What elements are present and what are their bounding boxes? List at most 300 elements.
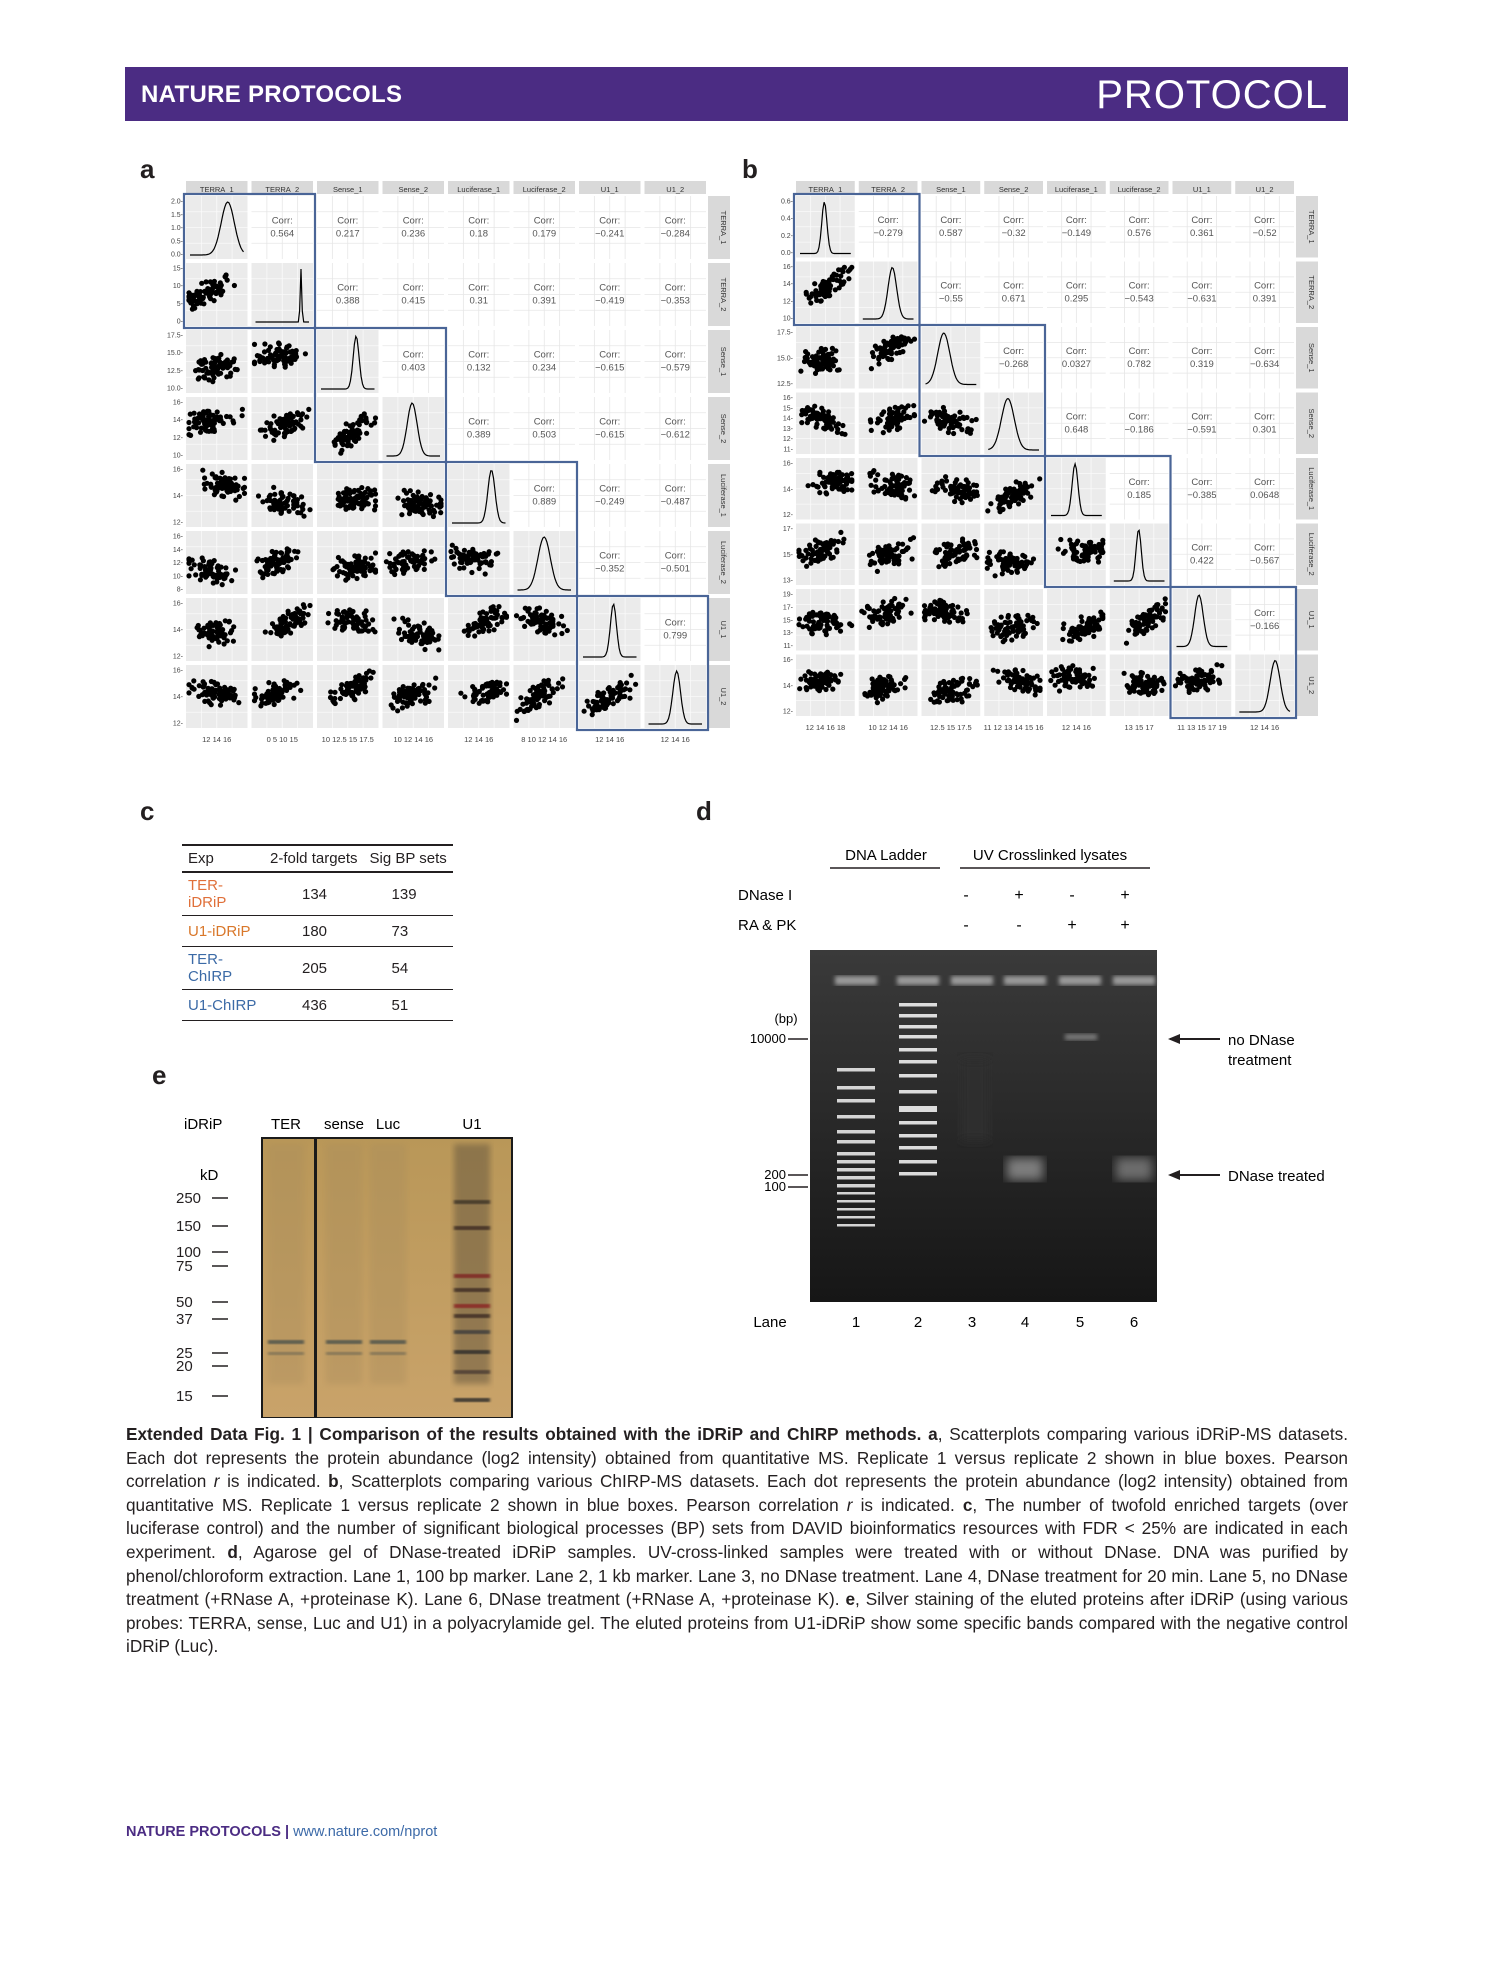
caption-label-d: d <box>227 1541 238 1562</box>
scatter-point <box>253 695 258 700</box>
scatter-point <box>256 493 261 498</box>
scatter-point <box>945 615 950 620</box>
lane-number: 2 <box>913 1314 923 1331</box>
panel-label-c: c <box>140 796 155 826</box>
scatter-point <box>950 689 955 694</box>
corr-label: Corr: <box>1254 411 1276 423</box>
scatter-point <box>877 689 882 694</box>
scatter-point <box>823 687 828 692</box>
scatter-point <box>263 629 268 634</box>
scatter-point <box>1099 550 1104 555</box>
corr-value: 0.132 <box>466 362 491 374</box>
scatter-point <box>899 334 904 339</box>
scatter-point <box>897 350 902 355</box>
scatter-point <box>815 539 820 544</box>
corr-value: −0.543 <box>1124 293 1154 305</box>
scatter-point <box>263 434 268 439</box>
scatter-point <box>1011 492 1016 497</box>
scatter-point <box>201 301 206 306</box>
scatter-point <box>432 510 437 515</box>
scatter-point <box>821 279 826 284</box>
density-panel <box>1047 458 1106 520</box>
scatter-point <box>218 703 223 708</box>
scatter-point <box>1071 629 1076 634</box>
corr-value: −0.591 <box>1187 424 1217 436</box>
scatter-point <box>227 619 232 624</box>
scatter-point <box>617 683 622 688</box>
scatter-point <box>359 414 364 419</box>
y-tick-label: 0.2- <box>780 232 793 240</box>
scatter-point <box>1124 641 1129 646</box>
caption-label-a: a <box>928 1424 938 1444</box>
table-row <box>182 990 453 1021</box>
scatter-point <box>486 552 491 557</box>
ladder-band-1kb <box>899 1074 937 1078</box>
dnase-sign: + <box>1014 887 1024 904</box>
scatter-point <box>406 549 411 554</box>
corr-panel <box>514 196 576 259</box>
scatter-point <box>279 633 284 638</box>
strip-label: U1_2 <box>1307 676 1316 695</box>
scatter-point <box>338 503 343 508</box>
scatter-point <box>270 621 275 626</box>
corr-panel <box>1110 458 1169 520</box>
scatter-panel <box>252 531 314 594</box>
scatter-point <box>1145 674 1150 679</box>
y-tick-label: 15- <box>782 551 793 559</box>
corr-value: −0.186 <box>1124 424 1154 436</box>
scatter-point <box>627 687 632 692</box>
scatter-point <box>288 429 293 434</box>
scatter-point <box>294 555 299 560</box>
scatter-point <box>340 690 345 695</box>
scatter-point <box>967 681 972 686</box>
scatter-point <box>1159 688 1164 693</box>
corr-value: 0.576 <box>1127 227 1152 239</box>
corr-panel <box>514 263 576 326</box>
scatter-point <box>875 569 880 574</box>
scatter-point <box>881 409 886 414</box>
scatter-panel <box>317 464 379 527</box>
scatter-point <box>370 627 375 632</box>
corr-label: Corr: <box>877 214 899 226</box>
scatter-point <box>202 690 207 695</box>
scatter-point <box>876 361 881 366</box>
corr-label: Corr: <box>1254 345 1276 357</box>
scatter-point <box>268 427 273 432</box>
scatter-point <box>878 345 883 350</box>
scatter-point <box>399 637 404 642</box>
scatter-point <box>191 678 196 683</box>
scatter-point <box>1024 673 1029 678</box>
corr-label: Corr: <box>337 215 359 227</box>
scatter-point <box>1136 677 1141 682</box>
scatter-point <box>894 546 899 551</box>
y-tick-label: 16- <box>172 600 183 608</box>
scatter-point <box>268 556 273 561</box>
scatter-point <box>294 354 299 359</box>
scatter-point <box>479 560 484 565</box>
scatter-point <box>947 555 952 560</box>
corr-label: Corr: <box>599 349 621 361</box>
scatter-point <box>359 506 364 511</box>
scatter-point <box>389 702 394 707</box>
y-tick-label: 8- <box>176 586 183 594</box>
scatter-point <box>404 491 409 496</box>
strip-label: U1_2 <box>719 687 728 706</box>
caption-title: Extended Data Fig. 1 | Comparison of the results obtained with the iDRiP and ChIRP methods. <box>126 1424 922 1444</box>
caption-text-e: , Silver staining of the eluted proteins after iDRiP (using various probes: TERRA, sense, Luc and U1) in a polyacrylamide gel. The eluted proteins from U1-iDRiP show some specific bands compared with the negative control iDRiP (Luc). <box>126 1589 1348 1657</box>
scatter-point <box>804 615 809 620</box>
scatter-matrix-b <box>760 180 1320 736</box>
scatter-point <box>1202 672 1207 677</box>
strip-label: Sense_2 <box>998 185 1029 194</box>
scatter-point <box>434 503 439 508</box>
scatter-panel <box>317 397 379 460</box>
scatter-point <box>277 416 282 421</box>
scatter-point <box>384 559 389 564</box>
x-tick-label: 10 12.5 15 17.5 <box>321 735 374 744</box>
scatter-point <box>480 554 485 559</box>
x-tick-label: 11 13 15 17 19 <box>1177 723 1227 732</box>
scatter-point <box>462 694 467 699</box>
scatter-point <box>1064 676 1069 681</box>
scatter-point <box>560 676 565 681</box>
scatter-point <box>373 415 378 420</box>
scatter-point <box>427 639 432 644</box>
scatter-point <box>462 548 467 553</box>
scatter-point <box>266 699 271 704</box>
scatter-point <box>364 431 369 436</box>
scatter-panel <box>859 327 918 389</box>
scatter-panel <box>796 262 855 324</box>
scatter-point <box>242 476 247 481</box>
scatter-point <box>237 494 242 499</box>
y-tick-label: 12- <box>782 298 793 306</box>
scatter-point <box>387 565 392 570</box>
scatter-point <box>339 682 344 687</box>
scatter-point <box>215 409 220 414</box>
corr-panel <box>1235 589 1294 651</box>
scatter-point <box>869 428 874 433</box>
scatter-panel <box>317 531 379 594</box>
scatter-point <box>470 626 475 631</box>
scatter-point <box>301 502 306 507</box>
lane-number: 1 <box>851 1314 861 1331</box>
corr-value: −0.55 <box>938 293 963 305</box>
density-panel <box>645 665 707 728</box>
corr-value: −0.52 <box>1252 227 1277 239</box>
scatter-panel <box>984 655 1043 717</box>
x-tick-label: 12 14 16 <box>1250 723 1280 732</box>
scatter-point <box>300 615 305 620</box>
protein-band <box>454 1288 490 1292</box>
corr-label: Corr: <box>599 550 621 562</box>
scatter-panel <box>186 330 248 393</box>
scatter-point <box>337 620 342 625</box>
corr-label: Corr: <box>1128 476 1150 488</box>
scatter-point <box>817 688 822 693</box>
corr-panel <box>317 196 379 259</box>
scatter-point <box>357 685 362 690</box>
scatter-point <box>869 366 874 371</box>
scatter-point <box>343 493 348 498</box>
y-tick-label: 17- <box>782 526 793 533</box>
corr-value: 0.0327 <box>1061 358 1091 370</box>
scatter-panel <box>1110 589 1169 651</box>
scatter-point <box>1160 605 1165 610</box>
ladder-band-1kb <box>899 1106 937 1112</box>
scatter-point <box>216 363 221 368</box>
scatter-point <box>208 620 213 625</box>
scatter-point <box>207 295 212 300</box>
scatter-point <box>263 428 268 433</box>
scatter-point <box>412 694 417 699</box>
scatter-point <box>339 448 344 453</box>
scatter-point <box>1122 671 1127 676</box>
scatter-point <box>201 626 206 631</box>
scatter-point <box>366 629 371 634</box>
scatter-point <box>1154 604 1159 609</box>
scatter-point <box>354 615 359 620</box>
scatter-point <box>452 561 457 566</box>
scatter-panel <box>796 327 855 389</box>
scatter-point <box>200 468 205 473</box>
scatter-point <box>483 571 488 576</box>
scatter-point <box>1015 628 1020 633</box>
dnase-sign: + <box>1120 887 1130 904</box>
scatter-point <box>408 686 413 691</box>
scatter-point <box>932 611 937 616</box>
scatter-point <box>402 619 407 624</box>
scatter-point <box>422 647 427 652</box>
scatter-point <box>959 610 964 615</box>
scatter-point <box>325 620 330 625</box>
scatter-point <box>592 699 597 704</box>
scatter-point <box>547 700 552 705</box>
lane-smear <box>370 1144 406 1384</box>
y-tick-label: 17.5- <box>777 329 793 337</box>
targets-cell: 436 <box>264 990 364 1021</box>
scatter-point <box>303 351 308 356</box>
scatter-point <box>201 679 206 684</box>
density-panel <box>984 393 1043 455</box>
y-tick-label: 16- <box>782 460 793 468</box>
scatter-point <box>349 565 354 570</box>
scatter-point <box>528 620 533 625</box>
scatter-point <box>242 485 247 490</box>
scatter-point <box>221 364 226 369</box>
page-footer <box>126 1824 437 1840</box>
scatter-point <box>198 563 203 568</box>
bp-cell: 73 <box>364 916 453 947</box>
y-tick-label: 0.0- <box>780 250 793 257</box>
scatter-panel <box>922 655 981 717</box>
strip-label: TERRA_1 <box>1307 209 1316 244</box>
corr-value: 0.31 <box>469 295 488 307</box>
scatter-point <box>1210 674 1215 679</box>
scatter-point <box>198 430 203 435</box>
scatter-point <box>987 561 992 566</box>
scatter-panel <box>859 589 918 651</box>
scatter-panel <box>383 531 445 594</box>
scatter-point <box>196 415 201 420</box>
x-tick-label: 8 10 12 14 16 <box>521 735 568 744</box>
scatter-point <box>433 676 438 681</box>
y-tick-label: 0.5- <box>170 238 183 246</box>
scatter-point <box>211 363 216 368</box>
scatter-point <box>205 423 210 428</box>
scatter-point <box>951 431 956 436</box>
scatter-point <box>888 613 893 618</box>
scatter-point <box>190 686 195 691</box>
scatter-point <box>275 697 280 702</box>
corr-value: 0.389 <box>466 429 491 441</box>
corr-panel <box>448 330 510 393</box>
corr-panel <box>514 397 576 460</box>
scatter-point <box>344 498 349 503</box>
scatter-point <box>450 543 455 548</box>
scatter-point <box>422 548 427 553</box>
scatter-point <box>1003 627 1008 632</box>
scatter-point <box>841 484 846 489</box>
corr-panel <box>922 196 981 258</box>
scatter-point <box>896 604 901 609</box>
y-tick-label: 17- <box>782 604 793 612</box>
scatter-point <box>1140 685 1145 690</box>
scatter-point <box>357 563 362 568</box>
scatter-point <box>338 696 343 701</box>
scatter-point <box>967 491 972 496</box>
scatter-point <box>400 705 405 710</box>
scatter-point <box>1078 624 1083 629</box>
scatter-point <box>268 498 273 503</box>
scatter-point <box>627 696 632 701</box>
scatter-point <box>559 614 564 619</box>
density-panel <box>383 397 445 460</box>
corr-value: 0.361 <box>1189 227 1214 239</box>
corr-value: 0.648 <box>1064 424 1089 436</box>
scatter-point <box>196 694 201 699</box>
scatter-point <box>268 344 273 349</box>
corr-panel <box>984 262 1043 324</box>
scatter-point <box>472 633 477 638</box>
scatter-point <box>955 692 960 697</box>
corr-panel <box>448 263 510 326</box>
scatter-point <box>494 680 499 685</box>
scatter-point <box>270 687 275 692</box>
figure-caption <box>126 1423 1348 1659</box>
scatter-point <box>197 375 202 380</box>
scatter-point <box>540 683 545 688</box>
scatter-point <box>454 550 459 555</box>
y-tick-label: 14- <box>782 281 793 289</box>
corr-panel <box>317 263 379 326</box>
scatter-point <box>881 599 886 604</box>
scatter-point <box>1153 623 1158 628</box>
scatter-panel <box>1047 524 1106 586</box>
strip-label: U1_2 <box>666 185 685 194</box>
scatter-point <box>952 499 957 504</box>
scatter-point <box>804 564 809 569</box>
corr-panel <box>383 263 445 326</box>
y-tick-label: 13- <box>782 425 793 433</box>
scatter-panel <box>186 263 248 326</box>
scatter-point <box>949 491 954 496</box>
kd-marker-label: 20 <box>176 1358 193 1375</box>
scatter-point <box>869 483 874 488</box>
scatter-point <box>545 680 550 685</box>
scatter-point <box>813 683 818 688</box>
well-band <box>835 976 877 985</box>
lane-smear <box>454 1144 490 1384</box>
scatter-point <box>830 484 835 489</box>
scatter-point <box>1211 679 1216 684</box>
ladder-band-1kb <box>899 1146 937 1150</box>
corr-value: 0.18 <box>469 228 488 240</box>
scatter-point <box>489 615 494 620</box>
scatter-point <box>416 502 421 507</box>
scatter-point <box>1147 608 1152 613</box>
hmw-band <box>1065 1034 1097 1040</box>
scatter-point <box>1071 547 1076 552</box>
scatter-point <box>216 640 221 645</box>
scatter-point <box>1193 667 1198 672</box>
scatter-point <box>824 416 829 421</box>
scatter-point <box>186 420 191 425</box>
strip-label: TERRA_1 <box>719 210 728 245</box>
scatter-point <box>940 482 945 487</box>
scatter-point <box>1092 676 1097 681</box>
kd-marker-label: 75 <box>176 1258 193 1275</box>
scatter-point <box>413 509 418 514</box>
scatter-point <box>808 676 813 681</box>
well-band <box>1059 976 1101 985</box>
ladder-band-100bp <box>837 1192 875 1195</box>
y-tick-label: 14- <box>172 493 183 500</box>
scatter-point <box>1009 637 1014 642</box>
scatter-point <box>876 356 881 361</box>
scatter-panel <box>796 393 855 455</box>
scatter-point <box>1020 626 1025 631</box>
y-tick-label: 14- <box>172 546 183 554</box>
corr-label: Corr: <box>664 282 686 294</box>
footer-url[interactable]: www.nature.com/nprot <box>293 1824 438 1840</box>
y-tick-label: 12- <box>172 560 183 567</box>
scatter-point <box>226 689 231 694</box>
scatter-point <box>422 620 427 625</box>
y-tick-label: 12- <box>172 519 183 527</box>
scatter-point <box>276 421 281 426</box>
ladder-band-1kb <box>899 1121 937 1125</box>
ladder-band-100bp <box>837 1176 875 1180</box>
scatter-point <box>487 690 492 695</box>
corr-panel <box>579 263 641 326</box>
y-tick-label: 14- <box>172 627 183 634</box>
strip-label: Sense_2 <box>1307 408 1316 439</box>
scatter-point <box>565 628 570 633</box>
scatter-point <box>347 613 352 618</box>
scatter-point <box>1079 614 1084 619</box>
scatter-point <box>550 619 555 624</box>
strip-label: TERRA_2 <box>265 185 300 194</box>
scatter-point <box>210 633 215 638</box>
y-tick-label: 15.0- <box>167 350 183 358</box>
scatter-point <box>351 621 356 626</box>
scatter-panel <box>383 464 445 527</box>
ladder-band-100bp <box>837 1160 875 1164</box>
scatter-point <box>252 361 257 366</box>
